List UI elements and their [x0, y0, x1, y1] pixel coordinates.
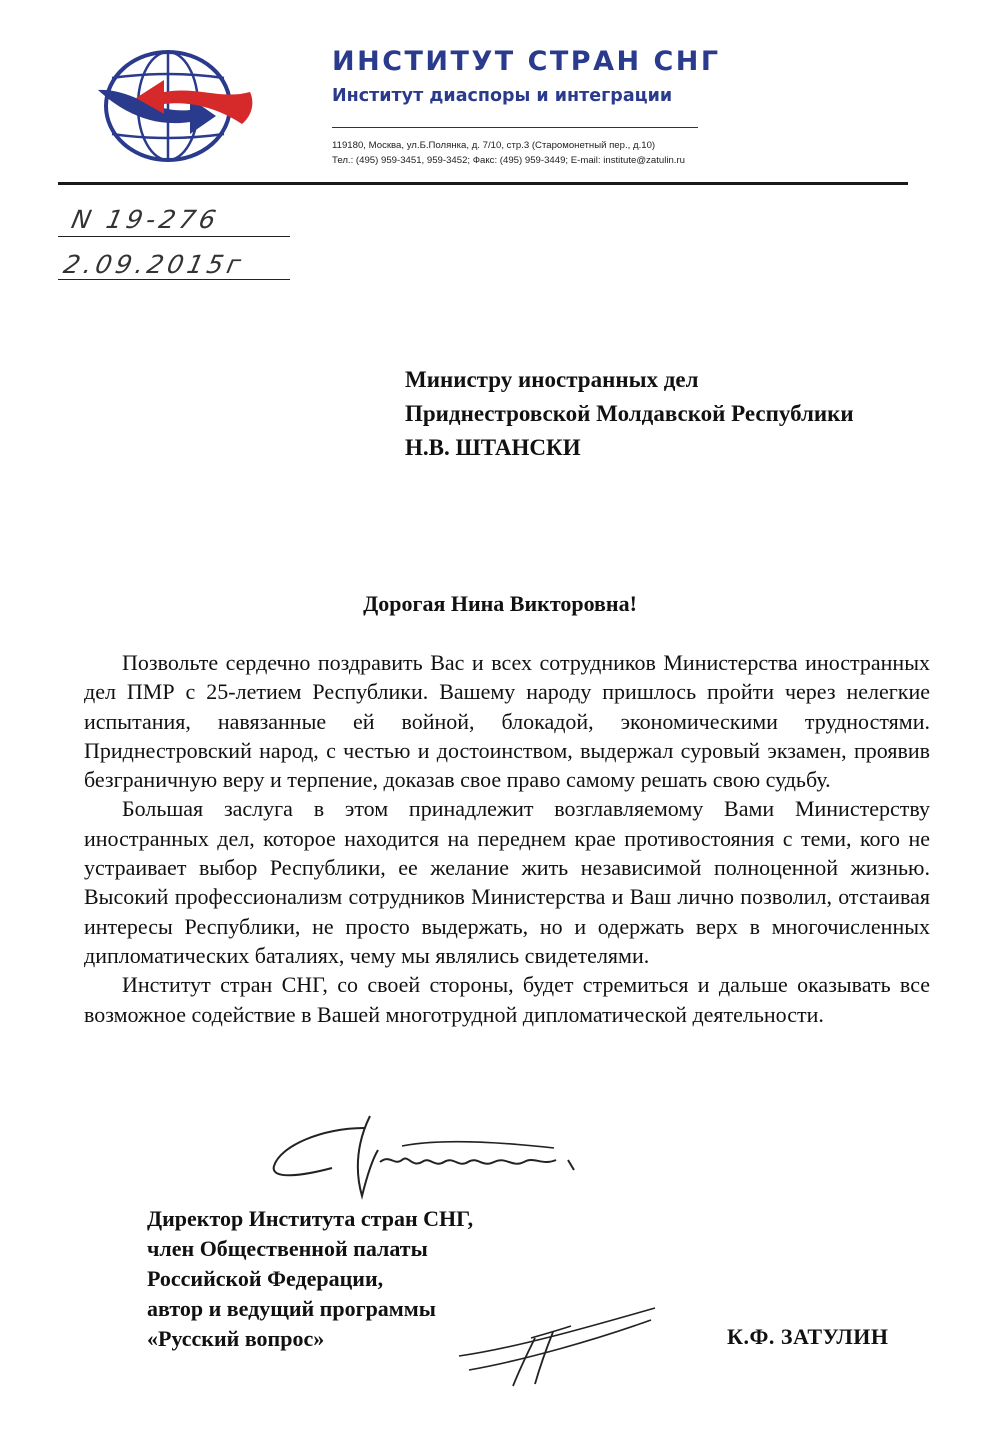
organization-contacts: Тел.: (495) 959-3451, 959-3452; Факс: (495) 959-3449; E-mail: institute@zatulin.ru: [332, 155, 685, 166]
addressee-line-1: Министру иностранных дел: [405, 367, 699, 392]
body-paragraph-2: Большая заслуга в этом принадлежит возглавляемому Вами Министерству иностранных дел, которое находится на переднем крае противостояния с теми, кого не устраивает выбор Республики, ее желание жить независимой полноценной жизнью. Высокий профессионализм сотрудников Министерства и Ваш лично позволил, отстаивая интересы Республики, не просто выдержать, но и одержать верх в многочисленных дипломатических баталиях, чему мы являлись свидетелями.: [84, 796, 930, 968]
institute-logo: [92, 48, 254, 164]
signatory-title-line-4: автор и ведущий программы: [147, 1296, 436, 1321]
handwritten-closing-signature: [262, 1110, 582, 1210]
organization-subtitle: Институт диаспоры и интеграции: [332, 86, 673, 106]
header-divider-short: [332, 127, 698, 128]
body-paragraph-1: Позвольте сердечно поздравить Вас и всех сотрудников Министерства иностранных дел ПМР с 25-летием Республики. Вашему народу пришлось пройти через нелегкие испытания, навязанные ей войной, блокадой, экономическими трудностями. Приднестровский народ, с честью и достоинством, выдержал суровый экзамен, проявив безграничную веру и терпение, доказав свое право самому решать свою судьбу.: [84, 650, 930, 793]
document-number-underline: [58, 236, 290, 237]
signatory-name: К.Ф. ЗАТУЛИН: [727, 1324, 889, 1349]
signatory-title-line-5: «Русский вопрос»: [147, 1326, 325, 1351]
body-paragraph-3: Институт стран СНГ, со своей стороны, будет стремиться и дальше оказывать все возможное содействие в Вашей многотрудной дипломатической деятельности.: [84, 972, 930, 1027]
letter-body: [84, 648, 930, 1029]
addressee-name: Н.В. ШТАНСКИ: [405, 435, 581, 460]
handwritten-signature: [455, 1298, 660, 1390]
organization-name: ИНСТИТУТ СТРАН СНГ: [332, 46, 721, 77]
signatory-title-line-2: член Общественной палаты: [147, 1236, 428, 1261]
letterhead-divider: [58, 182, 908, 185]
signatory-title-line-3: Российской Федерации,: [147, 1266, 384, 1291]
document-number: N 19-276: [68, 205, 223, 234]
signatory-title-line-1: Директор Института стран СНГ,: [147, 1206, 474, 1231]
organization-address: 119180, Москва, ул.Б.Полянка, д. 7/10, стр.3 (Старомонетный пер., д.10): [332, 140, 656, 151]
document-date-underline: [58, 279, 290, 280]
greeting: Дорогая Нина Викторовна!: [363, 591, 637, 616]
addressee-line-2: Приднестровской Молдавской Республики: [405, 401, 854, 426]
document-date: 2.09.2015г: [60, 250, 248, 279]
